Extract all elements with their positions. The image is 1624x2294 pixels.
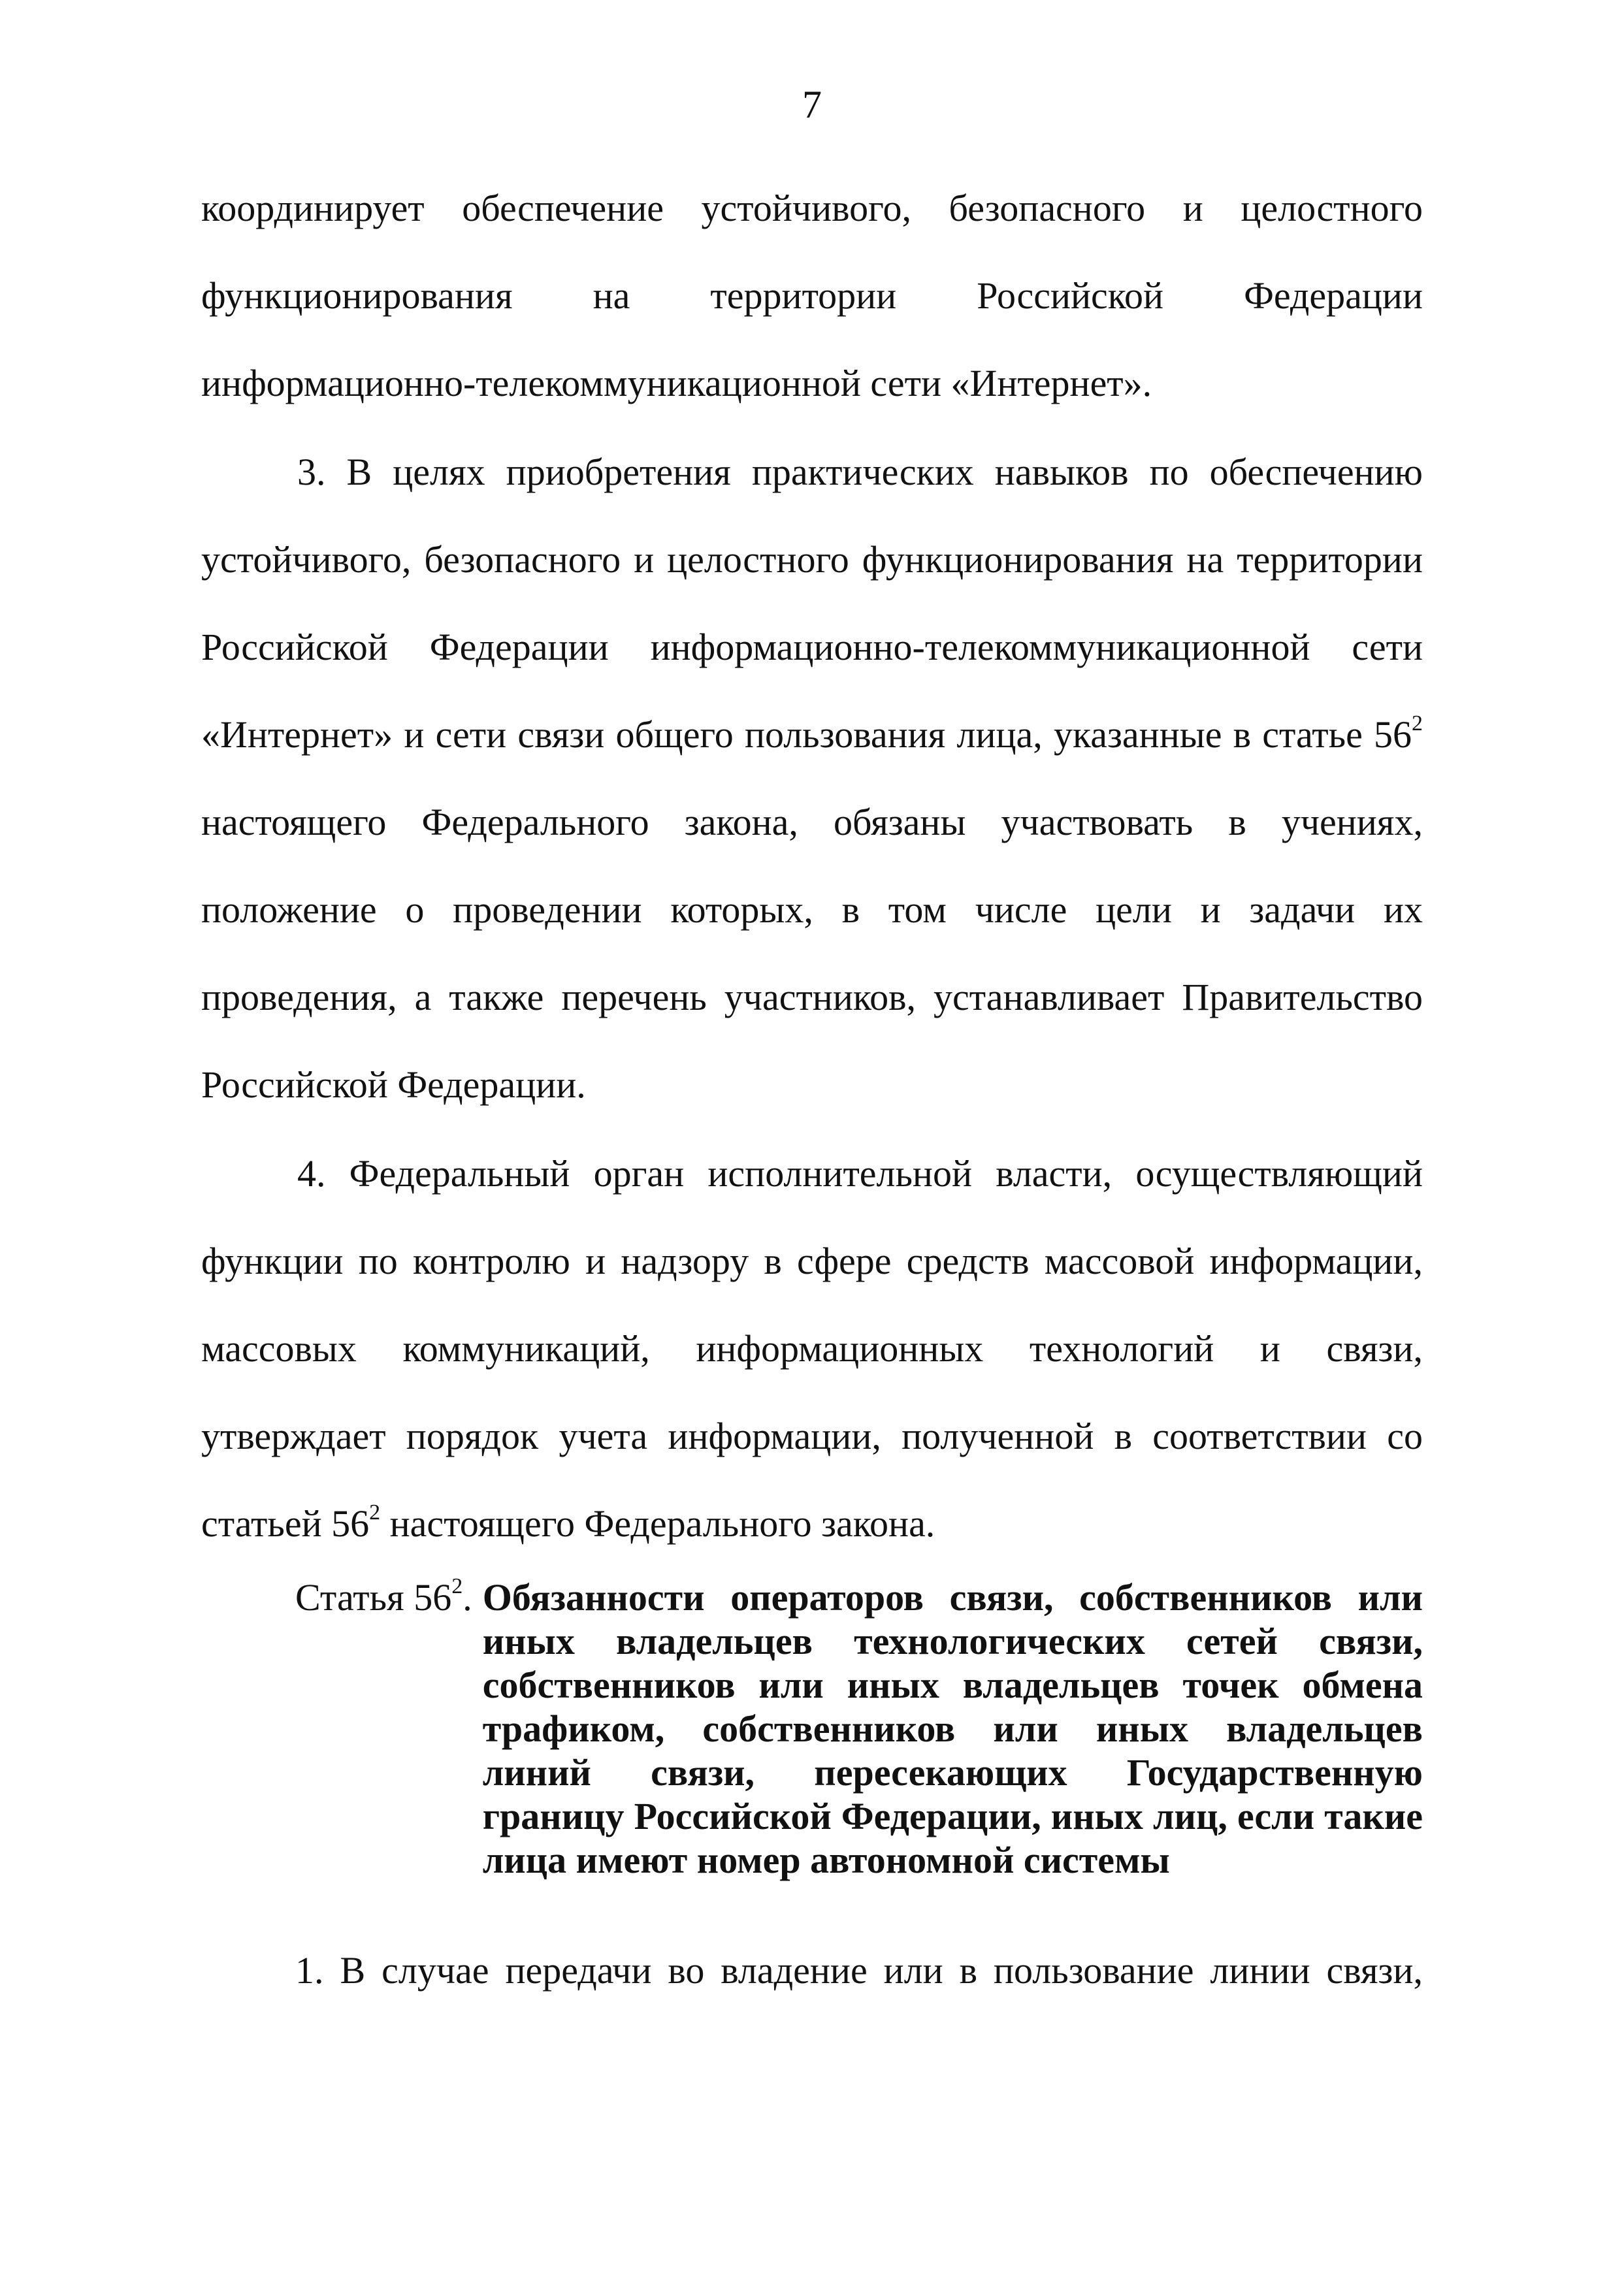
- paragraph-text-part-1: 4. Федеральный орган исполнительной власти, осуществляющий функции по контролю и надзору в сфере средств массовой информации, массовых коммуникаций, информационных технологий и связи, утверждает порядок учета информации, полученной в соответствии со статьей 56: [201, 1152, 1423, 1545]
- article-title: Обязанности операторов связи, собственников или иных владельцев технологических сетей связи, собственников или иных владельцев точек обмена трафиком, собственников или иных владельцев линий связи, пересекающих Государственную границу Российской Федерации, иных лиц, если такие лица имеют номер автономной системы: [482, 1576, 1423, 1881]
- paragraph-text-part-2: настоящего Федерального закона.: [380, 1502, 935, 1545]
- article-label: [295, 1575, 483, 1882]
- paragraph-article-item-1: [295, 1927, 1423, 2014]
- paragraph-continuation: [201, 165, 1423, 427]
- paragraph-item-4: [201, 1130, 1423, 1568]
- page-number: 7: [802, 83, 822, 126]
- article-label-superscript: 2: [451, 1574, 463, 1598]
- superscript: 2: [369, 1500, 381, 1525]
- paragraph-item-3: [201, 428, 1423, 1129]
- paragraph-text: координирует обеспечение устойчивого, безопасного и целостного функционирования на территории Российской Федерации информационно-телекоммуникационной сети «Интернет».: [201, 187, 1423, 404]
- article-label-prefix: Статья 56: [295, 1576, 452, 1619]
- paragraph-text-part-1: 3. В целях приобретения практических навыков по обеспечению устойчивого, безопасного и целостного функционирования на территории Российской Федерации информационно-телекоммуникационной сети «Интернет» и сети связи общего пользования лица, указанные в статье 56: [201, 451, 1423, 756]
- article-heading: [295, 1575, 1423, 1882]
- paragraph-text-part-2: настоящего Федерального закона, обязаны участвовать в учениях, положение о проведении которых, в том числе цели и задачи их проведения, а также перечень участников, устанавливает Правительство Российской Федерации.: [201, 801, 1423, 1106]
- paragraph-text: 1. В случае передачи во владение или в пользование линии связи,: [295, 1949, 1423, 1992]
- superscript: 2: [1412, 711, 1423, 735]
- article-label-suffix: .: [463, 1576, 472, 1619]
